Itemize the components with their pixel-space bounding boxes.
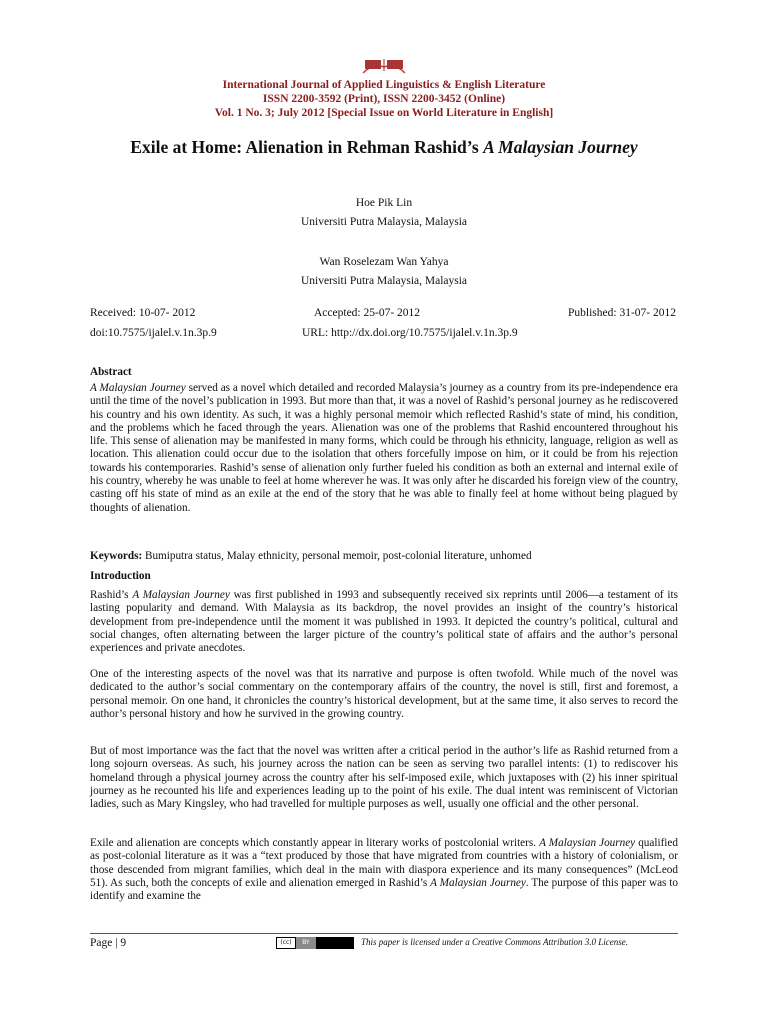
doi-url[interactable]: URL: http://dx.doi.org/10.7575/ijalel.v.1n.3p.9 — [302, 327, 518, 339]
received-date: Received: 10-07- 2012 — [90, 307, 196, 319]
author-2: Wan Roselezam Wan Yahya — [319, 256, 449, 268]
journal-name: International Journal of Applied Linguistics & English Literature — [222, 79, 546, 91]
by-icon: BY — [296, 937, 316, 949]
creative-commons-badge-icon[interactable] — [276, 937, 354, 949]
affiliation-1: Universiti Putra Malaysia, Malaysia — [300, 216, 468, 228]
published-date: Published: 31-07- 2012 — [568, 307, 676, 319]
doi: doi:10.7575/ijalel.v.1n.3p.9 — [90, 327, 217, 339]
article-title: Exile at Home: Alienation in Rehman Rashid’s A Malaysian Journey — [130, 137, 638, 157]
journal-book-logo-icon — [361, 57, 407, 77]
abstract-heading: Abstract — [90, 366, 132, 378]
footer-divider — [90, 933, 678, 934]
cc-icon: (cc) — [276, 937, 296, 949]
accepted-date: Accepted: 25-07- 2012 — [314, 307, 421, 319]
intro-paragraph-2: One of the interesting aspects of the novel was that its narrative and purpose is often twofold. While much of the novel was dedicated to the author’s social commentary on the contemporary affairs of the country, the novel is still, first and foremost, a personal memoir. On one hand, it chronicles the country’s historical development, but at the same time, it also serves to record the author’s personal history and how he survived in the growing country. — [90, 668, 678, 720]
abstract-text: A Malaysian Journey served as a novel which detailed and recorded Malaysia’s journey as a country from its pre-independence era until the time of the novel’s publication in 1993. But more than that, it was a novel of Rashid’s personal journey as he rediscovered his country and his own identity. As such, it was a highly personal memoir which reflected Rashid’s state of mind, his condition, and the problems which he faced through the years. Alienation was one of the problems that Rashid encountered throughout his life. This sense of alienation may be manifested in many forms, which could be through his ethnicity, language, religion as well as location. This alienation could occur due to the isolation that others forcefully impose on him, or it could be from his rejection towards his contemporaries. Rashid’s sense of alienation only further fueled his condition as both an external and internal exile of his country, whereby he was unable to feel at home wherever he was. It was only after he discarded his foreign view of the country, casting off his state of mind as an exile at the end of the story that he was able to finally feel at home without being plagued by thoughts of alienation. — [90, 382, 678, 514]
keywords: Keywords: Bumiputra status, Malay ethnicity, personal memoir, post-colonial literature, unhomed — [90, 550, 532, 562]
author-1: Hoe Pik Lin — [355, 197, 413, 209]
intro-paragraph-4: Exile and alienation are concepts which constantly appear in literary works of postcolonial writers. A Malaysian Journey qualified as post-colonial literature as it was a “text produced by those that have migrated from countries with a history of colonialism, or those descended from migrant families, which deal in the main with diaspora experience and its many consequences” (McLeod 51). As such, both the concepts of exile and alienation emerged in Rashid’s A Malaysian Journey. The purpose of this paper was to identify and examine the — [90, 837, 678, 903]
intro-paragraph-3: But of most importance was the fact that the novel was written after a critical period in the author’s life as Rashid returned from a long sojourn overseas. As such, his journey across the nation can be seen as serving two parallel intents: (1) to rediscover his homeland through a physical journey across the country after his self-imposed exile, which juxtaposes with (2) his inner spiritual journey as he recounted his life and experiences leading up to the point of his exile. The dual intent was reminiscent of Victorian ladies, such as Mary Kingsley, who had travelled for multiple purposes as well, usually one official and the other personal. — [90, 745, 678, 811]
license-notice: This paper is licensed under a Creative Commons Attribution 3.0 License. — [361, 937, 628, 947]
page-number: Page | 9 — [90, 937, 127, 949]
journal-volume: Vol. 1 No. 3; July 2012 [Special Issue on World Literature in English] — [214, 107, 554, 119]
intro-paragraph-1: Rashid’s A Malaysian Journey was first published in 1993 and subsequently received six reprints until 2006—a testament of its lasting popularity and demand. With Malaysia as its backdrop, the novel provides an insight of the country’s historical development from pre-independence until the moment it was published in 1993. It depicted the country’s political, cultural and social changes, often alternating between the larger picture of the country’s political state of affairs and the author’s personal experiences and private anecdotes. — [90, 589, 678, 655]
journal-issn: ISSN 2200-3592 (Print), ISSN 2200-3452 (Online) — [262, 93, 506, 105]
affiliation-2: Universiti Putra Malaysia, Malaysia — [300, 275, 468, 287]
introduction-heading: Introduction — [90, 570, 151, 582]
